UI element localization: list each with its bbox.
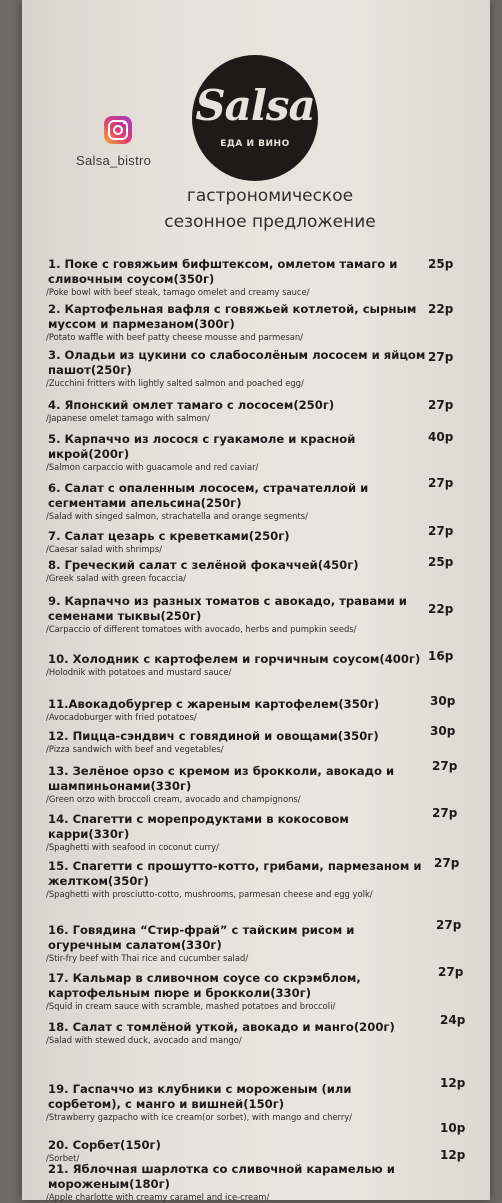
salsa-logo	[192, 55, 318, 181]
menu-item-price: 30р	[430, 694, 456, 708]
menu-item-name: 12. Пицца-сэндвич с говядиной и овощами(350г)	[48, 729, 379, 743]
menu-item	[48, 812, 428, 853]
menu-item-price: 27р	[438, 965, 464, 979]
menu-item-translation: /Pizza sandwich with beef and vegetables/	[46, 744, 224, 754]
menu-item-name: 7. Салат цезарь с креветками(250г)	[48, 529, 290, 543]
menu-item	[48, 558, 428, 584]
menu-item	[48, 859, 428, 900]
instagram-handle: Salsa_bistro	[76, 153, 152, 168]
menu-item-price: 12р	[440, 1148, 466, 1162]
menu-item-name: 20. Сорбет(150г)	[48, 1138, 161, 1152]
menu-item-price: 24р	[440, 1013, 466, 1027]
menu-item-name: 6. Салат с опаленным лососем, страчателлой и сегментами апельсина(250г)	[48, 481, 369, 510]
menu-item-price: 27р	[436, 918, 462, 932]
menu-item-translation: /Salad with stewed duck, avocado and mango/	[46, 1035, 242, 1045]
menu-item-price: 27р	[432, 759, 458, 773]
menu-item	[48, 481, 428, 522]
heading-line-2: сезонное предложение	[164, 212, 376, 232]
menu-item-translation: /Zucchini fritters with lightly salted salmon and poached egg/	[46, 378, 304, 388]
menu-item	[48, 923, 428, 964]
menu-item-price: 27р	[428, 524, 454, 538]
menu-item-translation: /Greek salad with green focaccia/	[46, 573, 186, 583]
menu-item-price: 22р	[428, 602, 454, 616]
menu-item-translation: /Green orzo with broccoli cream, avocado and champignons/	[46, 794, 301, 804]
menu-item-name: 10. Холодник с картофелем и горчичным соусом(400г)	[48, 652, 421, 666]
menu-item-translation: /Holodnik with potatoes and mustard sauce/	[46, 667, 232, 677]
logo-subtitle: ЕДА И ВИНО	[220, 139, 290, 149]
menu-item	[48, 302, 428, 343]
menu-item	[48, 594, 428, 635]
menu-item-name: 15. Спагетти с прошутто-котто, грибами, пармезаном и желтком(350г)	[48, 859, 422, 888]
menu-item	[48, 1082, 428, 1123]
instagram-icon	[104, 116, 132, 144]
menu-item-name: 1. Поке с говяжьим бифштексом, омлетом тамаго и сливочным соусом(350г)	[48, 257, 398, 286]
menu-item-name: 21. Яблочная шарлотка со сливочной карамелью и мороженым(180г)	[48, 1162, 395, 1191]
menu-item-price: 22р	[428, 302, 454, 316]
menu-item-translation: /Potato waffle with beef patty cheese mousse and parmesan/	[46, 332, 303, 342]
heading-line-1: гастрономическое	[186, 186, 354, 206]
menu-item-name: 14. Спагетти с морепродуктами в кокосовом карри(330г)	[48, 812, 349, 841]
menu-item	[48, 764, 428, 805]
menu-item-price: 40р	[428, 430, 454, 444]
menu-item-name: 17. Кальмар в сливочном соусе со скрэмблом, картофельным пюре и брокколи(330г)	[48, 971, 361, 1000]
menu-item-translation: /Apple charlotte with creamy caramel and ice-cream/	[46, 1192, 270, 1202]
menu-item-translation: /Carpaccio of different tomatoes with avocado, herbs and pumpkin seeds/	[46, 624, 357, 634]
menu-item-name: 3. Оладьи из цукини со слабосолёным лососем и яйцом пашот(250г)	[48, 348, 426, 377]
menu-item-translation: /Caesar salad with shrimps/	[46, 544, 163, 554]
menu-item-price: 27р	[434, 856, 460, 870]
menu-item-price: 10р	[440, 1121, 466, 1135]
menu-item-name: 16. Говядина “Стир-фрай” с тайским рисом и огуречным салатом(330г)	[48, 923, 355, 952]
menu-item	[48, 729, 428, 755]
menu-item-name: 4. Японский омлет тамаго с лососем(250г)	[48, 398, 335, 412]
menu-item-translation: /Poke bowl with beef steak, tamago omelet and creamy sauce/	[46, 287, 310, 297]
menu-item-price: 16р	[428, 649, 454, 663]
menu-item-price: 30р	[430, 724, 456, 738]
menu-item-price: 27р	[428, 350, 454, 364]
menu-item-price: 27р	[432, 806, 458, 820]
menu-item-translation: /Strawberry gazpacho with ice cream(or sorbet), with mango and cherry/	[46, 1112, 353, 1122]
logo-word: Salsa	[195, 81, 315, 130]
menu-item	[48, 348, 428, 389]
menu-item-translation: /Avocadoburger with fried potatoes/	[46, 712, 197, 722]
menu-item-price: 27р	[428, 398, 454, 412]
menu-item	[48, 971, 428, 1012]
menu-item	[48, 398, 428, 424]
menu-item-translation: /Japanese omelet tamago with salmon/	[46, 413, 210, 423]
menu-item-name: 19. Гаспаччо из клубники с мороженым (или сорбетом), с манго и вишней(150г)	[48, 1082, 352, 1111]
menu-item-translation: /Spaghetti with prosciutto-cotto, mushrooms, parmesan cheese and egg yolk/	[46, 889, 373, 899]
menu-item-translation: /Salmon carpaccio with guacamole and red caviar/	[46, 462, 259, 472]
menu-item-translation: /Salad with singed salmon, strachatella and orange segments/	[46, 511, 308, 521]
menu-item	[48, 1138, 428, 1164]
menu-item-name: 18. Салат с томлёной уткой, авокадо и манго(200г)	[48, 1020, 395, 1034]
menu-item-translation: /Stir-fry beef with Thai rice and cucumber salad/	[46, 953, 249, 963]
menu-item	[48, 697, 428, 723]
menu-item-name: 11.Авокадобургер с жареным картофелем(350г)	[48, 697, 380, 711]
menu-item	[48, 1162, 428, 1203]
menu-item-price: 12р	[440, 1076, 466, 1090]
menu-item-name: 8. Греческий салат с зелёной фокаччей(450г)	[48, 558, 359, 572]
menu-item	[48, 652, 428, 678]
menu-item-name: 13. Зелёное орзо с кремом из брокколи, авокадо и шампиньонами(330г)	[48, 764, 395, 793]
menu-item-translation: /Spaghetti with seafood in coconut curry/	[46, 842, 219, 852]
menu-item-name: 5. Карпаччо из лосося с гуакамоле и красной икрой(200г)	[48, 432, 356, 461]
menu-item-name: 9. Карпаччо из разных томатов с авокадо, травами и семенами тыквы(250г)	[48, 594, 407, 623]
menu-item	[48, 529, 428, 555]
menu-item-price: 25р	[428, 555, 454, 569]
menu-item-price: 27р	[428, 476, 454, 490]
menu-item-translation: /Sorbet/	[46, 1153, 80, 1163]
menu-item	[48, 257, 428, 298]
menu-item	[48, 1020, 428, 1046]
menu-item-price: 25р	[428, 257, 454, 271]
menu-item-name: 2. Картофельная вафля с говяжьей котлетой, сырным муссом и пармезаном(300г)	[48, 302, 417, 331]
menu-item-translation: /Squid in cream sauce with scramble, mashed potatoes and broccoli/	[46, 1001, 336, 1011]
menu-item	[48, 432, 428, 473]
